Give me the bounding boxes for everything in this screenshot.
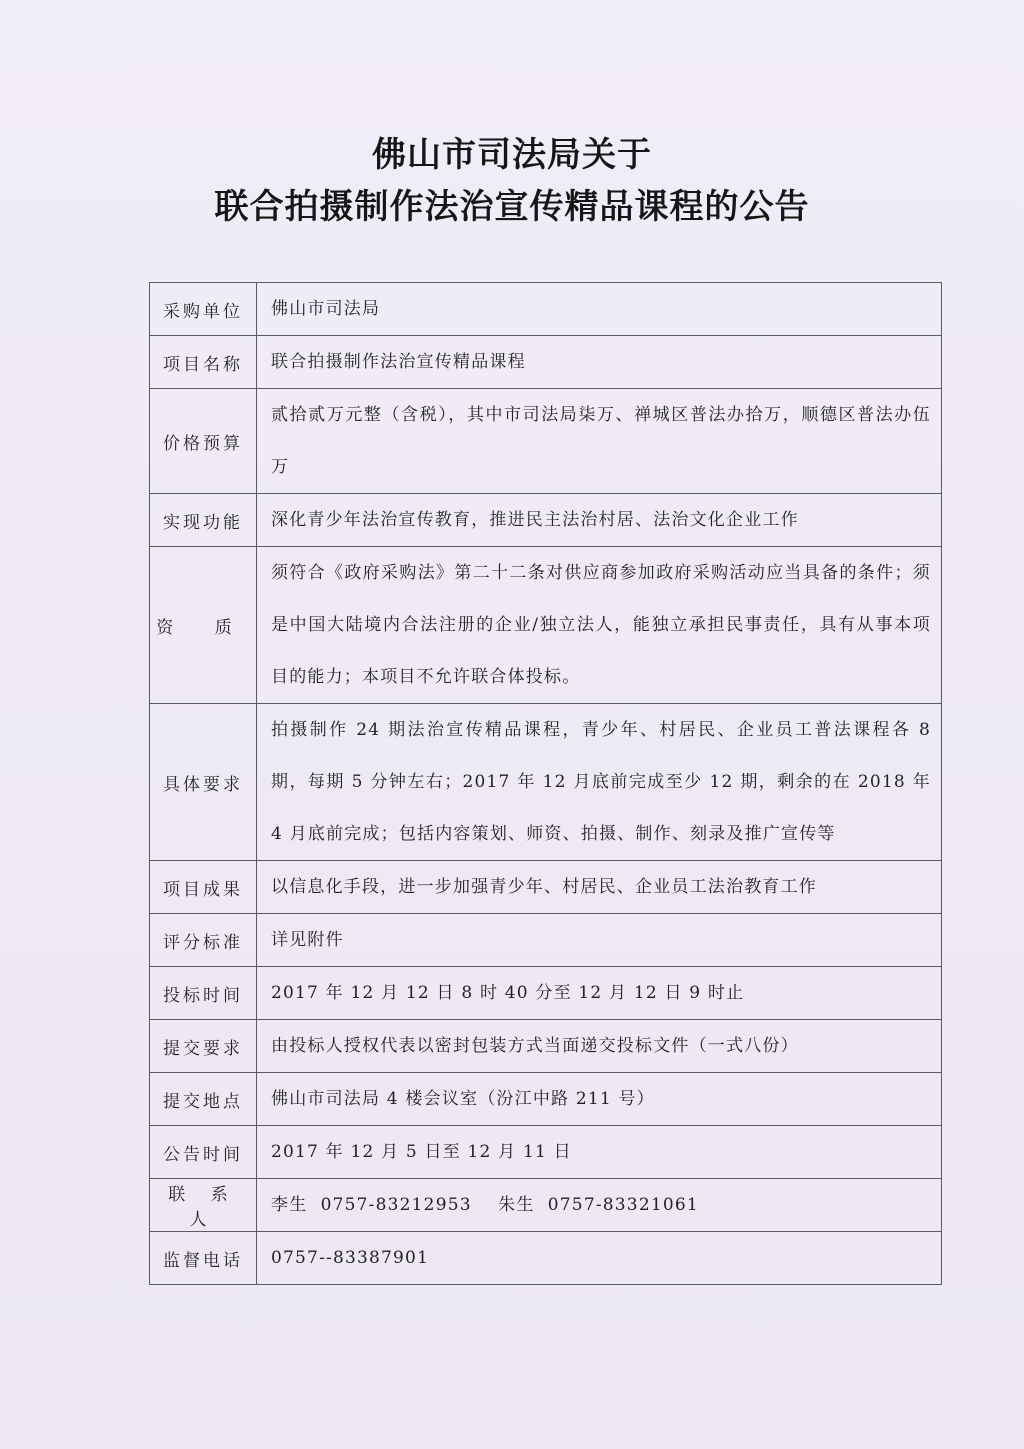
row-label: 实现功能 bbox=[150, 494, 257, 547]
row-label: 项目名称 bbox=[150, 336, 257, 389]
procurement-info-table bbox=[149, 282, 942, 1285]
row-value: 佛山市司法局 bbox=[257, 283, 942, 336]
row-value: 详见附件 bbox=[257, 914, 942, 967]
row-label: 提交要求 bbox=[150, 1020, 257, 1073]
row-value: 2017 年 12 月 12 日 8 时 40 分至 12 月 12 日 9 时止 bbox=[257, 967, 942, 1020]
row-label: 评分标准 bbox=[150, 914, 257, 967]
table-row-supervision-phone bbox=[150, 1232, 942, 1285]
table-row-function bbox=[150, 494, 942, 547]
table-row-scoring bbox=[150, 914, 942, 967]
table-row-results bbox=[150, 861, 942, 914]
table-row-budget bbox=[150, 389, 942, 494]
row-label: 公告时间 bbox=[150, 1126, 257, 1179]
row-label: 价格预算 bbox=[150, 389, 257, 494]
notice-title-line-2: 联合拍摄制作法治宣传精品课程的公告 bbox=[214, 187, 810, 227]
row-label: 监督电话 bbox=[150, 1232, 257, 1285]
row-value: 联合拍摄制作法治宣传精品课程 bbox=[257, 336, 942, 389]
row-value: 以信息化手段，进一步加强青少年、村居民、企业员工法治教育工作 bbox=[257, 861, 942, 914]
row-label: 具体要求 bbox=[150, 704, 257, 861]
row-value: 0757--83387901 bbox=[257, 1232, 942, 1285]
notice-title-line-1: 佛山市司法局关于 bbox=[372, 135, 652, 175]
row-label: 投标时间 bbox=[150, 967, 257, 1020]
table-row-requirements bbox=[150, 704, 942, 861]
row-label: 项目成果 bbox=[150, 861, 257, 914]
row-value: 李生 0757-83212953 朱生 0757-83321061 bbox=[257, 1179, 942, 1232]
row-label: 资 质 bbox=[150, 547, 257, 704]
row-value: 须符合《政府采购法》第二十二条对供应商参加政府采购活动应当具备的条件；须是中国大陆境内合法注册的企业/独立法人，能独立承担民事责任，具有从事本项目的能力；本项目不允许联合体投标。 bbox=[257, 547, 942, 704]
row-value: 拍摄制作 24 期法治宣传精品课程，青少年、村居民、企业员工普法课程各 8 期，每期 5 分钟左右；2017 年 12 月底前完成至少 12 期，剩余的在 2018 年 4 月底前完成；包括内容策划、师资、拍摄、制作、刻录及推广宣传等 bbox=[257, 704, 942, 861]
table-row-qualification bbox=[150, 547, 942, 704]
row-label: 采购单位 bbox=[150, 283, 257, 336]
table-row-submission-req bbox=[150, 1020, 942, 1073]
table-row-notice-time bbox=[150, 1126, 942, 1179]
table-row-bid-time bbox=[150, 967, 942, 1020]
table-row-contact bbox=[150, 1179, 942, 1232]
row-value: 2017 年 12 月 5 日至 12 月 11 日 bbox=[257, 1126, 942, 1179]
row-label: 提交地点 bbox=[150, 1073, 257, 1126]
row-value: 佛山市司法局 4 楼会议室（汾江中路 211 号） bbox=[257, 1073, 942, 1126]
row-value: 贰拾贰万元整（含税），其中市司法局柒万、禅城区普法办拾万，顺德区普法办伍万 bbox=[257, 389, 942, 494]
table-row-procuring-unit bbox=[150, 283, 942, 336]
table-row-submission-place bbox=[150, 1073, 942, 1126]
row-label: 联 系 人 bbox=[150, 1179, 257, 1232]
row-value: 深化青少年法治宣传教育，推进民主法治村居、法治文化企业工作 bbox=[257, 494, 942, 547]
table-row-project-name bbox=[150, 336, 942, 389]
row-value: 由投标人授权代表以密封包装方式当面递交投标文件（一式八份） bbox=[257, 1020, 942, 1073]
